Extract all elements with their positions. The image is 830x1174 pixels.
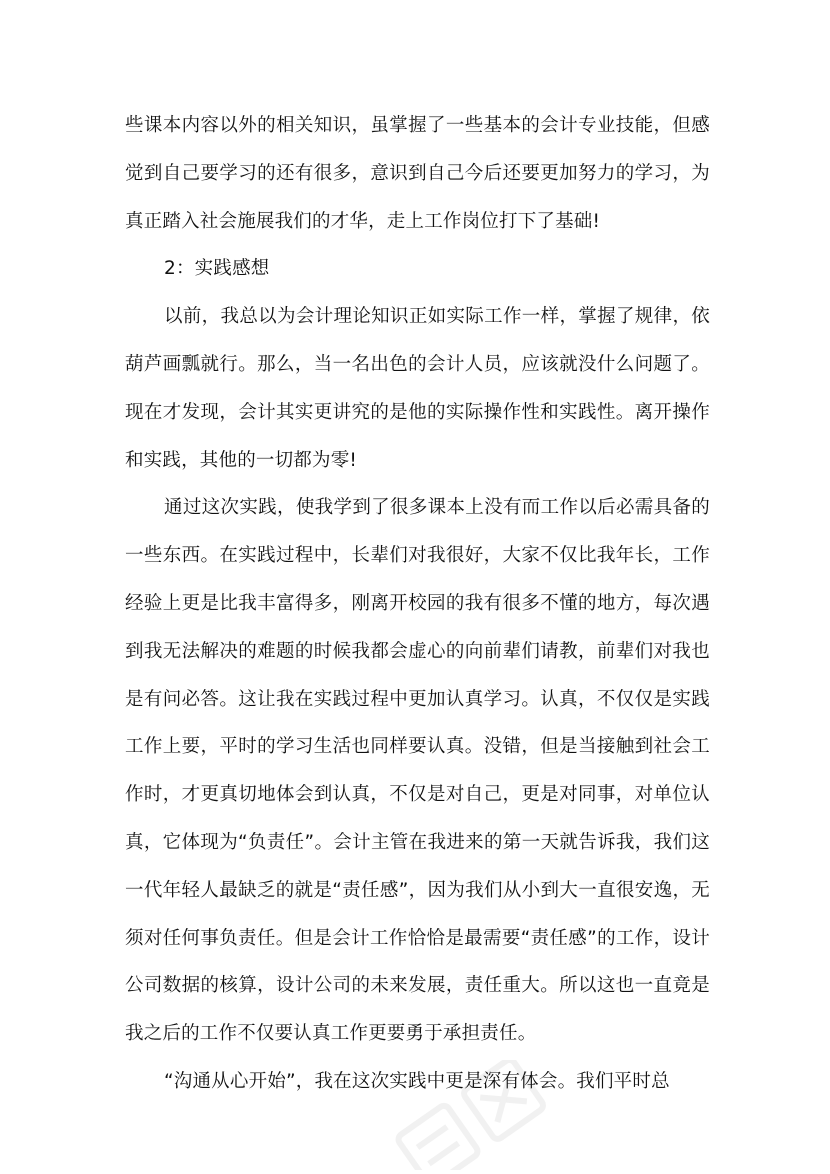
document-body	[125, 102, 710, 1106]
paragraph: 通过这次实践，使我学到了很多课本上没有而工作以后必需具备的一些东西。在实践过程中，长辈们对我很好，大家不仅比我年长，工作经验上更是比我丰富得多，刚离开校园的我有很多不懂的地方，每次遇到我无法解决的难题的时候我都会虚心的向前辈们请教，前辈们对我也是有问必答。这让我在实践过程中更加认真学习。认真，不仅仅是实践工作上要，平时的学习生活也同样要认真。没错，但是当接触到社会工作时，才更真切地体会到认真，不仅是对自己，更是对同事，对单位认真，它体现为“负责任”。会计主管在我进来的第一天就告诉我，我们这一代年轻人最缺乏的就是“责任感”，因为我们从小到大一直很安逸，无须对任何事负责任。但是会计工作恰恰是最需要“责任感”的工作，设计公司数据的核算，设计公司的未来发展，责任重大。所以这也一直竟是我之后的工作不仅要认真工作更要勇于承担责任。	[125, 497, 710, 1045]
paragraph-continuation: 些课本内容以外的相关知识，虽掌握了一些基本的会计专业技能，但感觉到自己要学习的还有很多，意识到自己今后还要更加努力的学习，为真正踏入社会施展我们的才华，走上工作岗位打下了基础!	[125, 115, 710, 232]
paragraph: 以前，我总以为会计理论知识正如实际工作一样，掌握了规律，依葫芦画瓢就行。那么，当一名出色的会计人员，应该就没什么问题了。现在才发现，会计其实更讲究的是他的实际操作性和实践性。离开操作和实践，其他的一切都为零!	[125, 306, 710, 471]
paragraph: “沟通从心开始”，我在这次实践中更是深有体会。我们平时总	[164, 1070, 670, 1092]
section-heading: 2：实践感想	[164, 258, 270, 280]
